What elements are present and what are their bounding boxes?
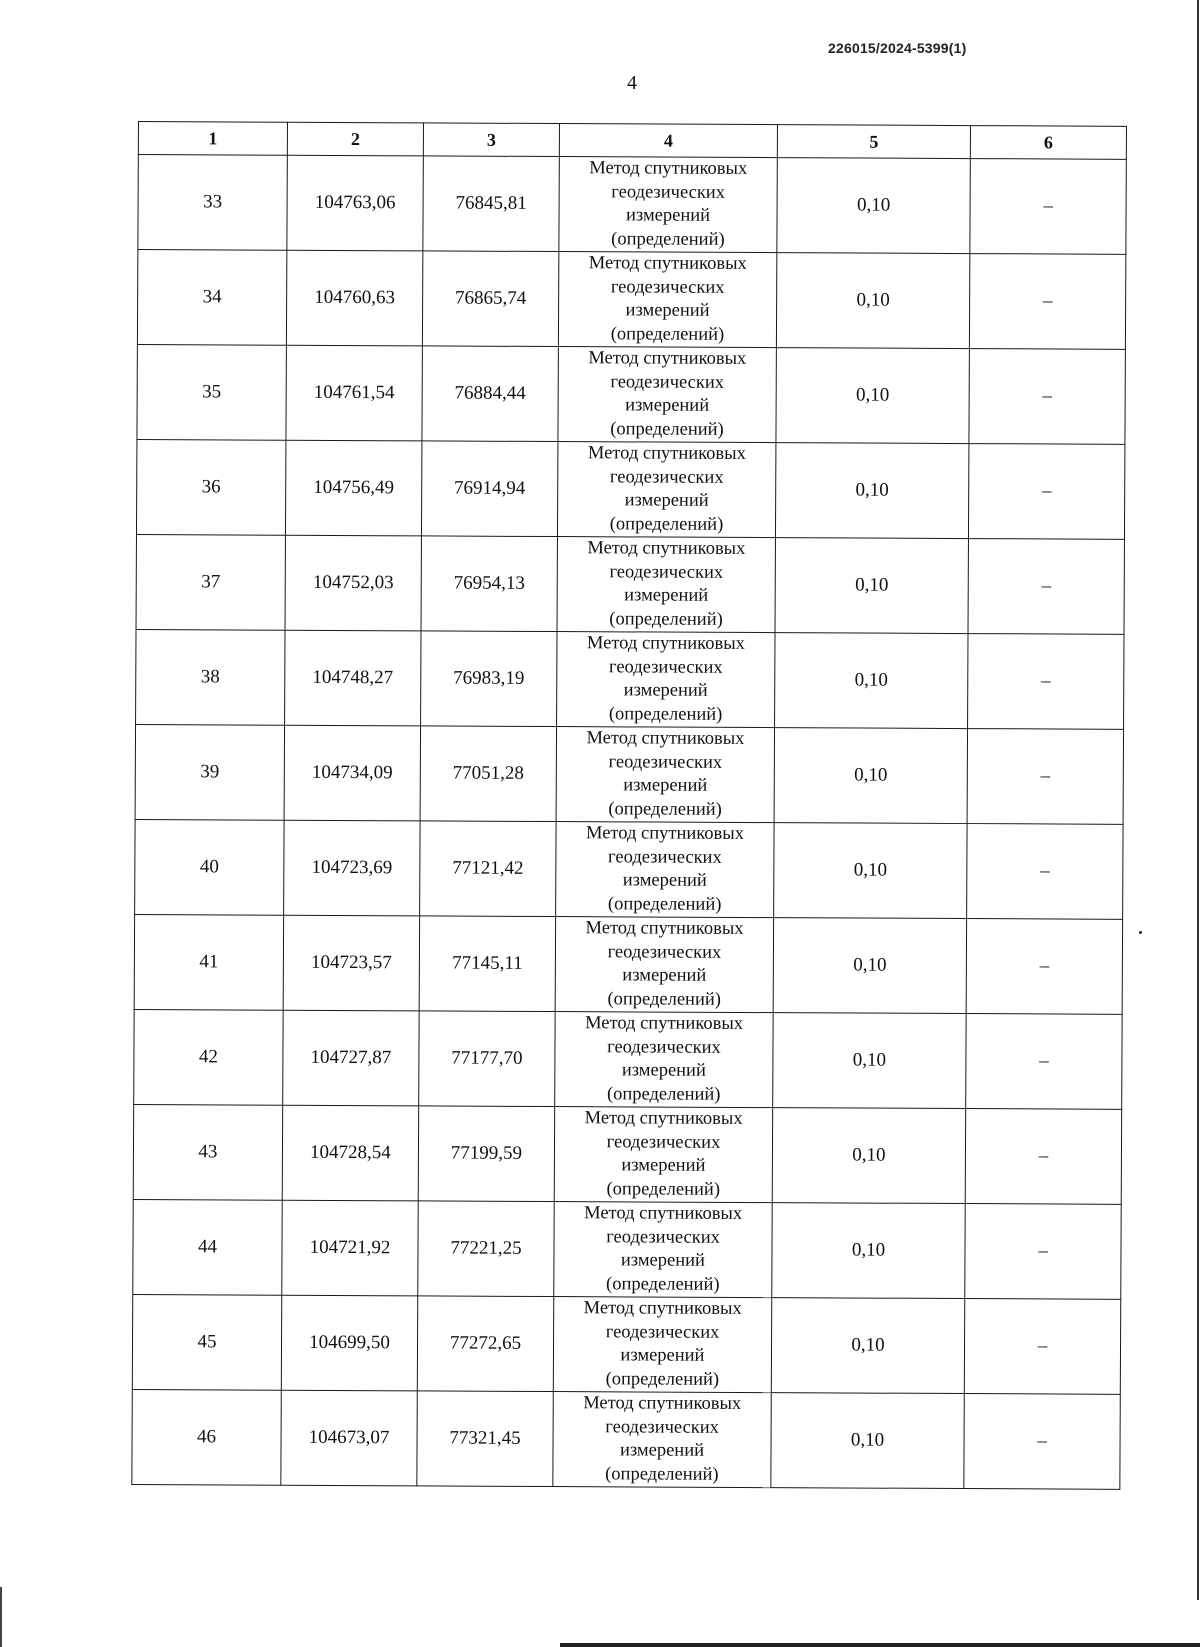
cell-coordinate-x: 104748,27 bbox=[285, 630, 421, 726]
cell-coordinate-y: 77145,11 bbox=[419, 916, 555, 1012]
document-id: 226015/2024-5399(1) bbox=[828, 40, 967, 56]
cell-coordinate-x: 104723,69 bbox=[284, 820, 420, 916]
cell-point-number: 34 bbox=[137, 250, 286, 346]
cell-accuracy: 0,10 bbox=[775, 443, 968, 539]
cell-accuracy: 0,10 bbox=[773, 1013, 966, 1109]
cell-method: Метод спутниковых геодезических измерений (определений) bbox=[553, 1392, 771, 1488]
page-number: 4 bbox=[627, 72, 637, 94]
cell-accuracy: 0,10 bbox=[775, 538, 968, 634]
cell-coordinate-y: 76884,44 bbox=[422, 346, 558, 442]
cell-point-number: 43 bbox=[133, 1104, 282, 1200]
cell-coordinate-x: 104723,57 bbox=[283, 915, 419, 1011]
cell-point-number: 41 bbox=[134, 914, 283, 1010]
cell-accuracy: 0,10 bbox=[771, 1298, 964, 1394]
cell-coordinate-y: 77051,28 bbox=[420, 726, 556, 822]
cell-point-number: 33 bbox=[138, 155, 287, 251]
cell-note: – bbox=[967, 824, 1123, 920]
cell-coordinate-x: 104673,07 bbox=[281, 1390, 417, 1486]
column-header: 6 bbox=[970, 126, 1126, 160]
column-header: 5 bbox=[777, 125, 970, 159]
table-header-row bbox=[138, 122, 1126, 160]
cell-coordinate-y: 77272,65 bbox=[417, 1296, 553, 1392]
cell-note: – bbox=[970, 159, 1126, 255]
cell-coordinate-y: 76845,81 bbox=[423, 156, 559, 252]
cell-method: Метод спутниковых геодезических измерений (определений) bbox=[556, 822, 774, 918]
cell-note: – bbox=[968, 539, 1124, 635]
cell-point-number: 39 bbox=[135, 724, 284, 820]
cell-coordinate-y: 77199,59 bbox=[418, 1106, 554, 1202]
cell-accuracy: 0,10 bbox=[771, 1393, 964, 1489]
cell-coordinate-x: 104752,03 bbox=[285, 535, 421, 631]
cell-note: – bbox=[967, 729, 1123, 825]
cell-accuracy: 0,10 bbox=[776, 253, 969, 349]
table-row bbox=[136, 439, 1124, 539]
cell-method: Метод спутниковых геодезических измерений (определений) bbox=[557, 537, 775, 633]
cell-note: – bbox=[969, 254, 1125, 350]
cell-note: – bbox=[969, 349, 1125, 445]
cell-method: Метод спутниковых геодезических измерений (определений) bbox=[555, 1012, 773, 1108]
cell-point-number: 37 bbox=[136, 534, 285, 630]
scan-border-bottom bbox=[560, 1643, 1200, 1647]
cell-coordinate-x: 104699,50 bbox=[281, 1295, 417, 1391]
table-row bbox=[134, 914, 1122, 1014]
table-row bbox=[132, 1389, 1120, 1489]
table-row bbox=[136, 629, 1124, 729]
cell-coordinate-x: 104756,49 bbox=[285, 440, 421, 536]
cell-coordinate-x: 104761,54 bbox=[286, 345, 422, 441]
column-header: 3 bbox=[423, 123, 559, 157]
cell-point-number: 42 bbox=[134, 1009, 283, 1105]
cell-accuracy: 0,10 bbox=[772, 1108, 965, 1204]
table-row bbox=[137, 250, 1125, 350]
table-row bbox=[137, 344, 1125, 444]
cell-method: Метод спутниковых геодезических измерений (определений) bbox=[557, 442, 775, 538]
cell-coordinate-y: 76954,13 bbox=[421, 536, 557, 632]
cell-note: – bbox=[968, 444, 1124, 540]
cell-note: – bbox=[964, 1394, 1120, 1490]
cell-point-number: 35 bbox=[137, 344, 286, 440]
cell-point-number: 38 bbox=[136, 629, 285, 725]
cell-coordinate-y: 77221,25 bbox=[418, 1201, 554, 1297]
cell-method: Метод спутниковых геодезических измерений (определений) bbox=[558, 347, 776, 443]
cell-coordinate-y: 76983,19 bbox=[421, 631, 557, 727]
table-row bbox=[135, 819, 1123, 919]
cell-method: Метод спутниковых геодезических измерений (определений) bbox=[555, 917, 773, 1013]
cell-accuracy: 0,10 bbox=[776, 348, 969, 444]
cell-method: Метод спутниковых геодезических измерений (определений) bbox=[553, 1297, 771, 1393]
cell-coordinate-x: 104763,06 bbox=[287, 155, 423, 251]
cell-coordinate-x: 104734,09 bbox=[284, 725, 420, 821]
cell-point-number: 44 bbox=[133, 1199, 282, 1295]
cell-accuracy: 0,10 bbox=[777, 158, 970, 254]
cell-coordinate-x: 104760,63 bbox=[286, 250, 422, 346]
cell-note: – bbox=[966, 1014, 1122, 1110]
table-row bbox=[132, 1294, 1120, 1394]
table-row bbox=[138, 155, 1126, 255]
table-row bbox=[133, 1199, 1121, 1299]
cell-coordinate-y: 76914,94 bbox=[421, 441, 557, 537]
table-row bbox=[136, 534, 1124, 634]
cell-accuracy: 0,10 bbox=[775, 633, 968, 729]
cell-method: Метод спутниковых геодезических измерений (определений) bbox=[554, 1202, 772, 1298]
column-header: 1 bbox=[138, 122, 287, 156]
cell-method: Метод спутниковых геодезических измерений (определений) bbox=[559, 157, 777, 253]
column-header: 2 bbox=[287, 122, 423, 156]
cell-method: Метод спутниковых геодезических измерений (определений) bbox=[556, 727, 774, 823]
cell-accuracy: 0,10 bbox=[772, 1203, 965, 1299]
table-body bbox=[132, 155, 1126, 1490]
cell-note: – bbox=[965, 1109, 1121, 1205]
cell-coordinate-x: 104728,54 bbox=[282, 1105, 418, 1201]
cell-point-number: 40 bbox=[135, 819, 284, 915]
cell-note: – bbox=[966, 919, 1122, 1015]
cell-coordinate-y: 77121,42 bbox=[420, 821, 556, 917]
cell-accuracy: 0,10 bbox=[774, 823, 967, 919]
column-header: 4 bbox=[559, 124, 777, 158]
coordinates-table bbox=[131, 121, 1127, 1490]
table-row bbox=[133, 1104, 1121, 1204]
cell-method: Метод спутниковых геодезических измерений (определений) bbox=[558, 252, 776, 348]
cell-accuracy: 0,10 bbox=[773, 918, 966, 1014]
cell-coordinate-y: 76865,74 bbox=[422, 251, 558, 347]
table-row bbox=[134, 1009, 1122, 1109]
table-row bbox=[135, 724, 1123, 824]
cell-point-number: 45 bbox=[132, 1294, 281, 1390]
cell-coordinate-x: 104721,92 bbox=[282, 1200, 418, 1296]
scan-border-right bbox=[1197, 0, 1199, 1600]
cell-method: Метод спутниковых геодезических измерений (определений) bbox=[554, 1107, 772, 1203]
scan-border-left bbox=[0, 1587, 2, 1647]
cell-point-number: 46 bbox=[132, 1389, 281, 1485]
cell-point-number: 36 bbox=[136, 439, 285, 535]
cell-note: – bbox=[965, 1204, 1121, 1300]
scan-speck bbox=[1139, 931, 1142, 934]
cell-accuracy: 0,10 bbox=[774, 728, 967, 824]
coordinates-table-wrapper bbox=[131, 121, 1126, 1490]
cell-coordinate-y: 77321,45 bbox=[417, 1391, 553, 1487]
cell-coordinate-x: 104727,87 bbox=[283, 1010, 419, 1106]
cell-note: – bbox=[968, 634, 1124, 730]
cell-coordinate-y: 77177,70 bbox=[419, 1011, 555, 1107]
cell-note: – bbox=[964, 1299, 1120, 1395]
cell-method: Метод спутниковых геодезических измерений (определений) bbox=[557, 632, 775, 728]
